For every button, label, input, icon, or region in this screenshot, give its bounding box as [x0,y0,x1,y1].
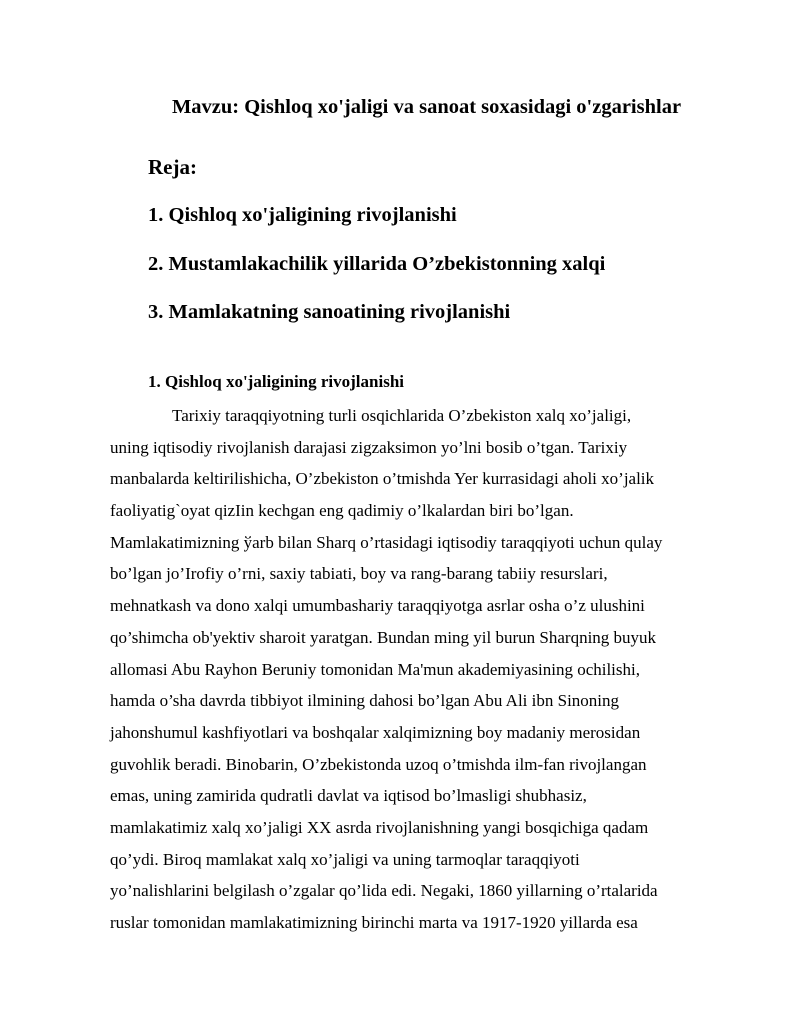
paragraph-line: ruslar tomonidan mamlakatimizning birinchi marta va 1917-1920 yillarda esa [110,913,638,932]
paragraph-line: uning iqtisodiy rivojlanish darajasi zigzaksimon yo’lni bosib o’tgan. Tarixiy [110,437,628,457]
paragraph-line: hamda o’sha davrda tibbiyot ilmining dahosi bo’lgan Abu Ali ibn Sinoning [110,691,620,711]
paragraph-line: Tarixiy taraqqiyotning turli osqichlarida O’zbekiston xalq xo’jaligi, [172,406,632,425]
paragraph-line: bo’lgan jo’Irofiy o’rni, saxiy tabiati, boy va rang-barang tabiiy resurslari, [110,564,608,584]
paragraph-line: emas, uning zamirida qudratli davlat va iqtisod bo’lmasligi shubhasiz, [110,786,587,806]
body-paragraph [110,400,710,939]
paragraph-line: Mamlakatimizning ўarb bilan Sharq o’rtasidagi iqtisodiy taraqqiyoti uchun qulay [110,532,663,552]
document-title: Mavzu: Qishloq xo'jaligi va sanoat soxasidagi o'zgarishlar [171,96,682,118]
paragraph-line: faoliyatig`oyat qizIin kechgan eng qadimiy o’lkalardan biri bo’lgan. [110,501,574,521]
paragraph-line: jahonshumul kashfiyotlari va boshqalar xalqimizning boy madaniy merosidan [110,722,641,742]
paragraph-line: mehnatkash va dono xalqi umumbashariy taraqqiyotga asrlar osha o’z ulushini [110,596,645,616]
paragraph-line: qo’ydi. Biroq mamlakat xalq xo’jaligi va uning tarmoqlar taraqqiyoti [110,849,580,869]
plan-item: 3. Mamlakatning sanoatining rivojlanishi [148,301,511,323]
paragraph-line: yo’nalishlarini belgilash o’zgalar qo’lida edi. Negaki, 1860 yillarning o’rtalarida [110,881,658,901]
plan-item: 2. Mustamlakachilik yillarida O’zbekistonning xalqi [148,253,606,275]
plan-item: 1. Qishloq xo'jaligining rivojlanishi [148,204,457,226]
paragraph-line: guvohlik beradi. Binobarin, O’zbekistonda uzoq o’tmishda ilm-fan rivojlangan [110,754,647,774]
paragraph-line: qo’shimcha ob'yektiv sharoit yaratgan. Bundan ming yil burun Sharqning buyuk [110,627,657,647]
section-heading: 1. Qishloq xo'jaligining rivojlanishi [148,372,405,391]
paragraph-line: allomasi Abu Rayhon Beruniy tomonidan Ma'mun akademiyasining ochilishi, [110,659,640,679]
paragraph-line: manbalarda keltirilishicha, O’zbekiston o’tmishda Yer kurrasidagi aholi xo’jalik [110,469,655,489]
paragraph-line: mamlakatimiz xalq xo’jaligi XX asrda rivojlanishning yangi bosqichiga qadam [110,817,649,837]
plan-heading: Reja: [148,155,197,179]
